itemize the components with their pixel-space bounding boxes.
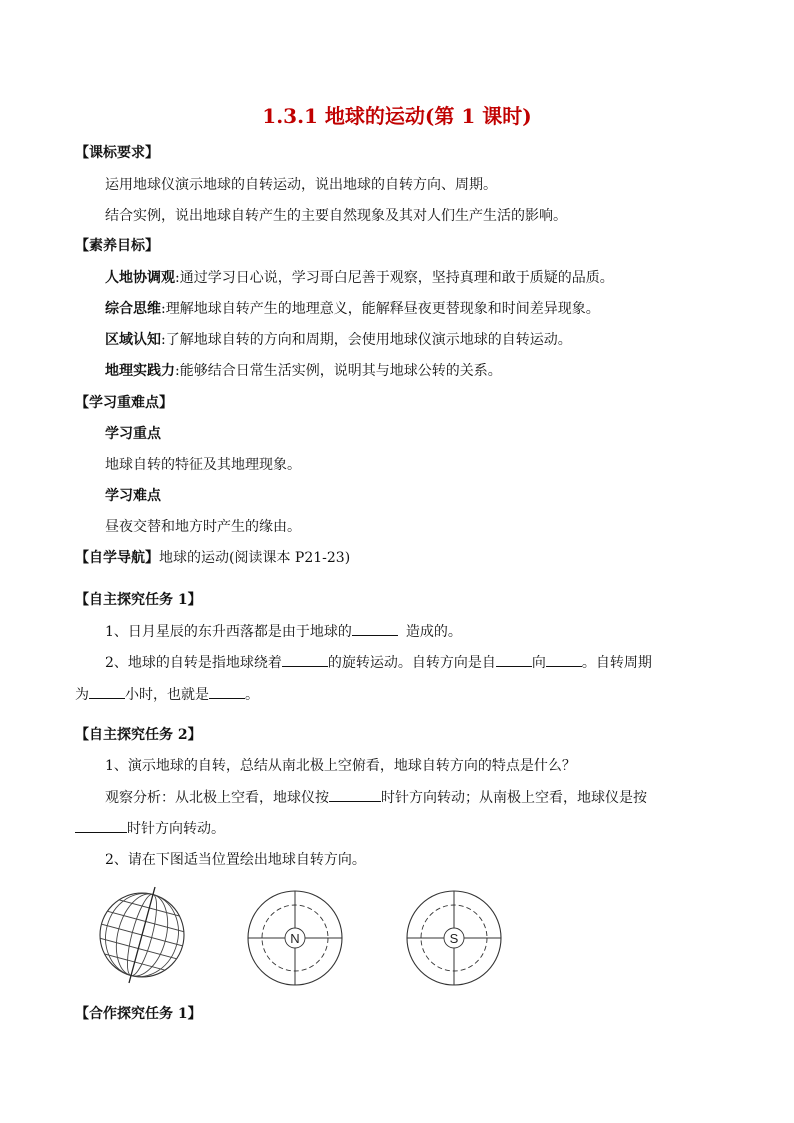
- answer-blank[interactable]: [75, 818, 127, 833]
- north-pole-view-diagram: [245, 888, 345, 988]
- answer-blank[interactable]: [282, 652, 328, 667]
- goal-text: :理解地球自转产生的地理意义，能解释昼夜更替现象和时间差异现象。: [161, 301, 600, 317]
- globe-diagram: [96, 885, 192, 985]
- page-title: 1.3.1 地球的运动(第 1 课时): [262, 104, 532, 128]
- curriculum-requirement-2: 结合实例，说出地球自转产生的主要自然现象及其对人们生产生活的影响。: [105, 208, 567, 224]
- section-heading-cooperative-task-1: 【合作探究任务 1】: [75, 1006, 202, 1022]
- task2-question-2: 2、请在下图适当位置绘出地球自转方向。: [105, 852, 366, 868]
- goal-term: 区域认知: [105, 332, 161, 348]
- question-text: 的旋转运动。自转方向是自: [327, 655, 496, 671]
- question-text: 。: [245, 687, 259, 703]
- self-study-guide: [75, 548, 350, 568]
- task1-question-2: [105, 652, 652, 673]
- question-text: 向: [531, 655, 546, 671]
- question-text: 为: [75, 687, 89, 703]
- task1-question-1: [105, 621, 462, 642]
- key-point-text: 地球自转的特征及其地理现象。: [105, 457, 301, 473]
- goal-text: :通过学习日心说，学习哥白尼善于观察，坚持真理和敢于质疑的品质。: [175, 270, 614, 286]
- section-heading-key-points: 【学习重难点】: [75, 395, 173, 411]
- answer-blank[interactable]: [329, 787, 381, 802]
- question-text: 造成的。: [405, 624, 462, 640]
- task2-observation: [105, 787, 647, 808]
- difficulty-text: 昼夜交替和地方时产生的缘由。: [105, 519, 301, 535]
- south-pole-view-diagram: [404, 888, 504, 988]
- literacy-goal-4: [105, 361, 502, 381]
- goal-text: :了解地球自转的方向和周期，会使用地球仪演示地球的自转运动。: [161, 332, 572, 348]
- literacy-goal-2: [105, 299, 600, 319]
- question-text: 1、日月星辰的东升西落都是由于地球的: [105, 624, 352, 640]
- key-point-heading: 学习重点: [105, 426, 161, 442]
- question-text: 2、地球的自转是指地球绕着: [105, 655, 282, 671]
- answer-blank[interactable]: [209, 684, 245, 699]
- question-text: 小时，也就是: [125, 687, 209, 703]
- north-pole-label: N: [290, 931, 300, 946]
- section-heading-literacy-goals: 【素养目标】: [75, 238, 159, 254]
- difficulty-heading: 学习难点: [105, 488, 161, 504]
- goal-term: 人地协调观: [105, 270, 175, 286]
- answer-blank[interactable]: [89, 684, 125, 699]
- literacy-goal-3: [105, 330, 572, 350]
- task1-question-2-continued: [75, 684, 259, 705]
- task2-observation-continued: [75, 818, 225, 839]
- literacy-goal-1: [105, 268, 614, 288]
- self-study-text: 地球的运动(阅读课本 P21-23): [159, 550, 351, 566]
- goal-term: 综合思维: [105, 301, 161, 317]
- question-text: 观察分析：从北极上空看，地球仪按: [105, 790, 329, 806]
- south-pole-label: S: [449, 931, 459, 946]
- curriculum-requirement-1: 运用地球仪演示地球的自转运动，说出地球的自转方向、周期。: [105, 177, 497, 193]
- section-heading-task-1: 【自主探究任务 1】: [75, 592, 202, 608]
- goal-text: :能够结合日常生活实例，说明其与地球公转的关系。: [175, 363, 502, 379]
- section-heading-curriculum: 【课标要求】: [75, 145, 159, 161]
- section-heading-self-study: 【自学导航】: [75, 550, 159, 566]
- section-heading-task-2: 【自主探究任务 2】: [75, 727, 202, 743]
- goal-term: 地理实践力: [105, 363, 175, 379]
- answer-blank[interactable]: [352, 621, 398, 636]
- answer-blank[interactable]: [546, 652, 582, 667]
- question-text: 时针方向转动。: [127, 821, 225, 837]
- question-text: 时针方向转动；从南极上空看，地球仪是按: [381, 790, 647, 806]
- question-text: 。自转周期: [581, 655, 652, 671]
- task2-question-1: 1、演示地球的自转，总结从南北极上空俯看，地球自转方向的特点是什么？: [105, 758, 576, 774]
- answer-blank[interactable]: [496, 652, 532, 667]
